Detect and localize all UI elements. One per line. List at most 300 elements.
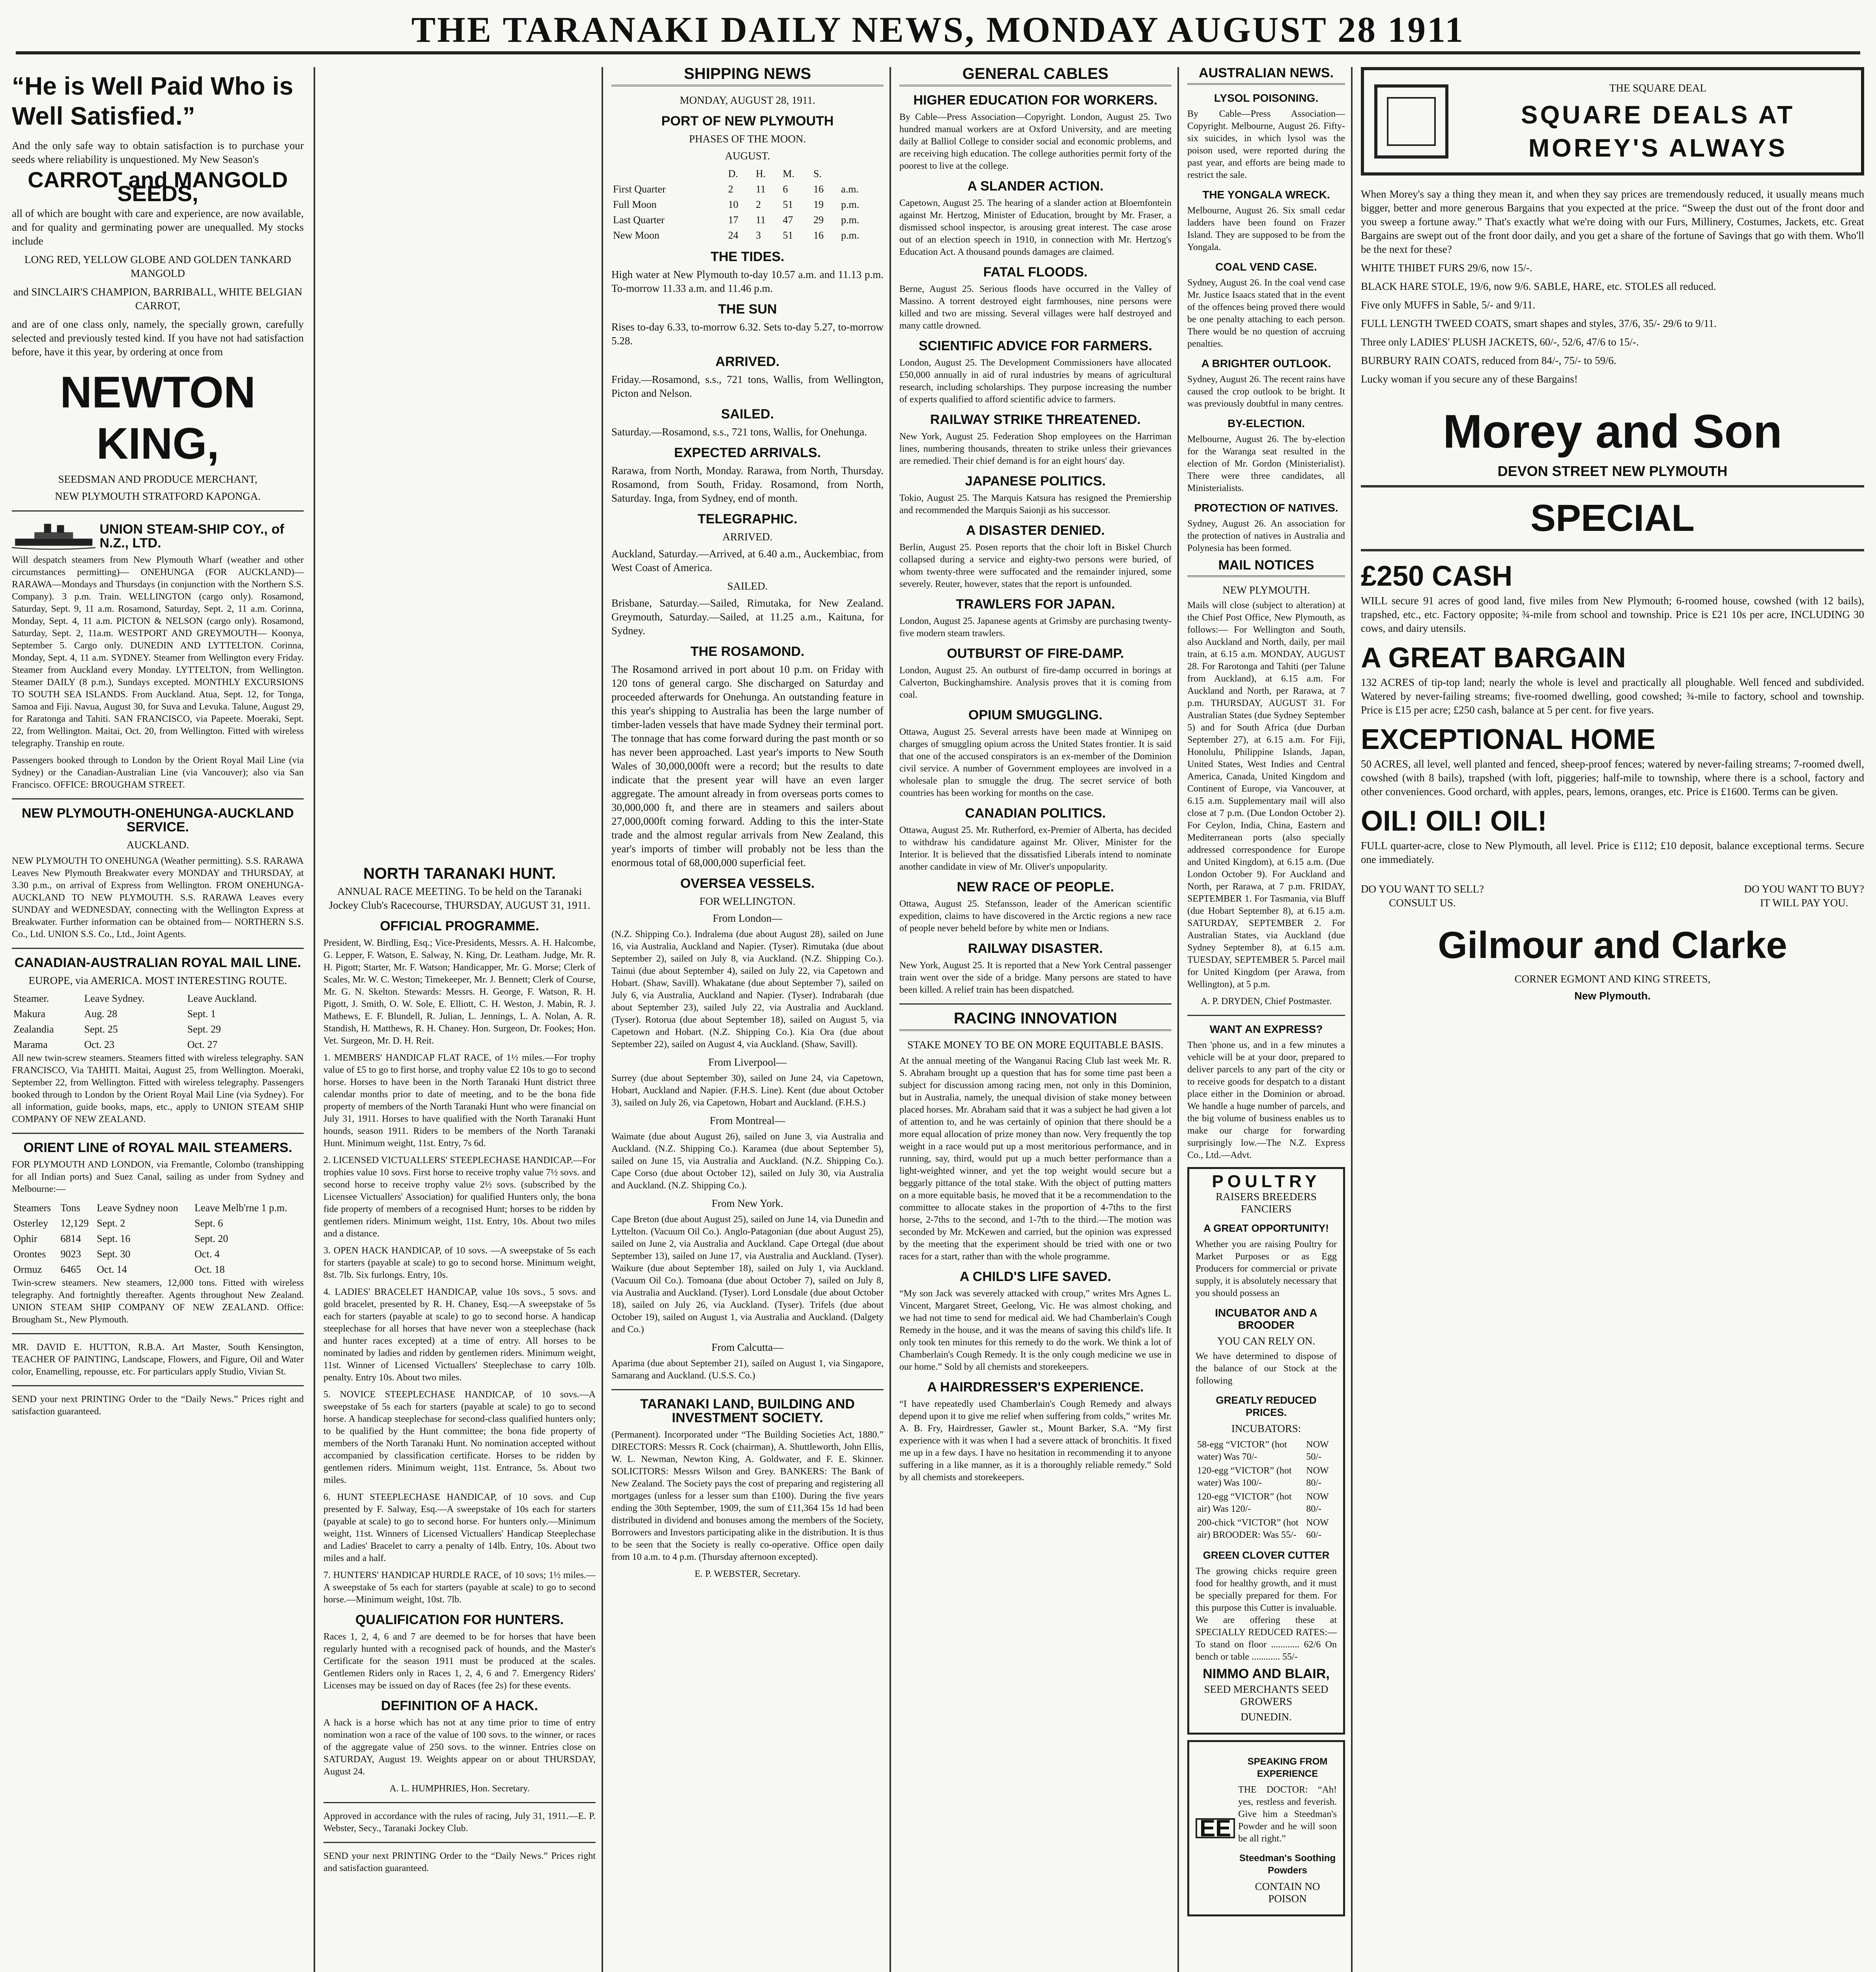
racing-body: At the annual meeting of the Wanganui Racing Club last week Mr. R. S. Abraham brought up a question that has for some time past been a subject for discussion among racing men, not only in this Dominion, but in Australia, namely, the unequal division of stake money between placed horses. Mr. Abraham said that it was a subject he had given a lot of attention to, and he was certainly of opinion that there should be a more equal allocation of prize money than now. Very frequently the top weight in a race would put up a most meritorious performance, and in running, say, third, would put up a much better performance than a light-weighted winner, and yet the top weight would secure but a beggarly pittance of the total stake. With the object of putting matters on a more equitable basis, he moved that it be a recommendation to the committee to allocate stakes in the proportion of 4-7ths to the first horse, 2-7ths to the second, and 1-7th to the third.—The motion was seconded by Mr. McKewen and carried, but the opinion was expressed by the meeting that the experiment should be tried with one or two races for a start, rather than with the whole programme.	[899, 1056, 1172, 1262]
arrived-body: Friday.—Rosamond, s.s., 721 tons, Wallis, from Wellington, Picton and Nelson.	[611, 373, 884, 399]
table-cell: Ormuz	[13, 1264, 42, 1275]
hunt-event: 4. LADIES' BRACELET HANDICAP, value 10s sovs., 5 sovs. and gold bracelet, presented by R. H. Chaney, Esq.—A sweepstake of 5s each for starters (payable at scale) to go to second horse. A handicap steeplechase for all horses that have never won a steeplechase (hack and hunter races excepted) at a time of entry. All horses to be nominated by ladies and ridden by gentlemen riders. Minimum weight, 11st. Winner of Licensed Victuallers' Steeplechase to carry 10lb. penalty. Entry 10s. About two miles.	[323, 1287, 596, 1383]
table-cell: NOW 60/-	[1306, 1518, 1329, 1540]
divider	[12, 1133, 304, 1134]
divider	[12, 1333, 304, 1334]
seed-varieties: LONG RED, YELLOW GLOBE AND GOLDEN TANKARD MANGOLD	[24, 254, 291, 279]
table-cell: Oct. 4	[194, 1248, 220, 1260]
table-cell: First Quarter	[613, 183, 666, 195]
table-cell: NOW 80/-	[1306, 1466, 1329, 1488]
vessel-list: Aparima (due about September 21), sailed on August 1, via Singapore, Samarang and Auckland. (U.S.S. Co.)	[611, 1358, 884, 1381]
table-row	[611, 228, 884, 243]
column-rule	[1351, 67, 1353, 1972]
firm-subtitle: SEED MERCHANTS SEED GROWERS	[1204, 1683, 1329, 1707]
table-cell: 16	[813, 183, 824, 195]
for-wellington: FOR WELLINGTON.	[699, 895, 796, 907]
child-title: A CHILD'S LIFE SAVED.	[960, 1269, 1111, 1284]
story-body: Tokio, August 25. The Marquis Katsura has resigned the Premiership and recommended the Marquis Saionji as his successor.	[899, 493, 1172, 515]
cable-story	[899, 339, 1172, 406]
sailed-body: Saturday.—Rosamond, s.s., 721 tons, Wallis, for Onehunga.	[611, 426, 867, 438]
table-cell: Aug. 28	[84, 1008, 118, 1020]
from-port: From Liverpool—	[708, 1056, 787, 1068]
seeds-close: and are of one class only, namely, the specially grown, carefully selected and previously tested kind. If you have not had satisfaction before, have it this year, by ordering at once from	[12, 318, 304, 358]
divider	[1361, 485, 1864, 487]
canadian-line-title: CANADIAN-AUSTRALIAN ROYAL MAIL LINE.	[14, 955, 301, 970]
tides-title: THE TIDES.	[710, 249, 785, 264]
divider	[323, 1842, 596, 1843]
divider	[323, 1802, 596, 1803]
table-row	[611, 212, 884, 228]
shipping-title: SHIPPING NEWS	[611, 67, 884, 86]
steedman-text	[1238, 1748, 1337, 1908]
racing-subtitle: STAKE MONEY TO BE ON MORE EQUITABLE BASIS.	[907, 1039, 1164, 1051]
prices-title: GREATLY REDUCED PRICES.	[1216, 1394, 1317, 1418]
child-body: “My son Jack was severely attacked with croup,” writes Mrs Agnes L. Vincent, Margaret Street, Geelong, Vic. He was almost choking, and we had not time to send for medical aid. We had Chamberlain's Cough Remedy in the house, and it was the means of saving this child's life. It only took ten minutes for this remedy to do the work. We think a lot of Chamberlain's Cough Remedy. It is the only cough medicine we use in our home.” Sold by all chemists and storekeepers.	[899, 1289, 1172, 1372]
table-cell: 6	[783, 183, 788, 195]
steamship-icon	[12, 519, 95, 554]
australian-title: AUSTRALIAN NEWS.	[1187, 67, 1345, 85]
hairdresser-body: “I have repeatedly used Chamberlain's Cough Remedy and always depend upon it to give me relief when suffering from colds,” writes Mr. A. B. Fry, Hairdresser, Gawler st., Mount Barker, S.A. “My first experience with it was when I had a severe attack of bronchitis. It fixed me up in a few days. I have no hesitation in recommending it to anyone suffering in a like manner, as it is a thoroughly reliable remedy.” Sold by all chemists and storekeepers.	[899, 1399, 1172, 1483]
orient-sailings-table	[12, 1200, 304, 1277]
mail-title: MAIL NOTICES	[1187, 559, 1345, 577]
agent-name: Gilmour and Clarke	[1438, 924, 1787, 966]
mail-body: Mails will close (subject to alteration) at the Chief Post Office, New Plymouth, as follows:— For Wellington and South, also Auckland and North, daily, per mail train, at 6.15 a.m. MONDAY, AUGUST 28. For Rarotonga and Tahiti (per Talune from Auckland), at 6.15 a.m. For Auckland and North, per Rarawa, at 7 p.m. THURSDAY, AUGUST 31. For Australian States (due Sydney September 5) and for South Africa (due Durban September 27), at 6.15 a.m. For Fiji, Honolulu, Philippine Islands, Japan, United States, West Indies and Central America, Canada, United Kingdom and Continent of Europe, via Vancouver, at 6.15 a.m. Supplementary mail will also close at 7 p.m. (Due London October 2). For Ceylon, India, China, Eastern and Mediterranean ports (also specially addressed correspondence for Europe and United Kingdom), at 6.15 a.m. (Due London October 9). For Auckland and North, per Rarawa, at 7 p.m. FRIDAY, SEPTEMBER 1. For Tasmania, via Bluff (due Hobart September 8), at 6.15 a.m. SATURDAY, SEPTEMBER 2. For Australian States, via Auckland (due Sydney September 8), at 6.15 a.m. TUESDAY, SEPTEMBER 5. Parcel mail for United Kingdom (per Arawa, from Wellington), at 5 p.m.	[1187, 600, 1345, 990]
table-cell: 29	[813, 214, 824, 226]
story-heading: A DISASTER DENIED.	[966, 523, 1105, 538]
cutter-body: The growing chicks require green food for healthy growth, and it must be specially prepared for them. For this purpose this Cutter is invaluable. We are offering these at SPECIALLY REDUCED RATES:— To stand on floor ............ 62/6 On bench or table ............ 55/-	[1196, 1566, 1337, 1662]
poultry-body: Whether you are raising Poultry for Market Purposes or as Egg Producers for commercial or private supply, it is absolutely necessary that you should possess an	[1196, 1239, 1337, 1298]
hack-definition-title: DEFINITION OF A HACK.	[381, 1698, 538, 1713]
oversea-title: OVERSEA VESSELS.	[680, 876, 815, 891]
divider	[12, 510, 304, 512]
divider	[899, 1003, 1172, 1005]
hunt-meeting: ANNUAL RACE MEETING. To be held on the Taranaki Jockey Club's Racecourse, THURSDAY, AUGUST 31, 1911.	[329, 885, 590, 911]
story-heading: SCIENTIFIC ADVICE FOR FARMERS.	[919, 338, 1152, 353]
table-row	[12, 991, 304, 1006]
table-cell: Oct. 14	[97, 1264, 127, 1275]
tele-sailed-body: Brisbane, Saturday.—Sailed, Rimutaka, for New Zealand. Greymouth, Saturday.—Sailed, at 11.25 a.m., Kaituna, for Sydney.	[611, 597, 884, 637]
table-cell: 51	[783, 199, 793, 210]
cable-story	[899, 647, 1172, 701]
divider	[611, 1389, 884, 1390]
printing-advert: SEND your next PRINTING Order to the “Daily News.” Prices right and satisfaction guaranteed.	[323, 1851, 596, 1873]
news-story	[1187, 417, 1345, 495]
moon-phases-table	[611, 166, 884, 243]
mail-signature: A. P. DRYDEN, Chief Postmaster.	[1200, 996, 1332, 1007]
np-service-sub: AUCKLAND.	[126, 839, 189, 851]
column-shipping-news	[611, 67, 884, 1972]
table-cell	[839, 166, 884, 181]
cable-story	[899, 708, 1172, 799]
story-heading: RAILWAY STRIKE THREATENED.	[930, 412, 1141, 427]
table-cell: Zealandia	[13, 1023, 54, 1035]
canadian-sailings-table	[12, 991, 304, 1052]
cable-story	[899, 880, 1172, 935]
steedman-advert	[1187, 1740, 1345, 1916]
table-cell: 24	[728, 230, 738, 241]
deal-text	[1463, 78, 1853, 164]
table-cell: 2	[728, 183, 733, 195]
hunt-event: 1. MEMBERS' HANDICAP FLAT RACE, of 1½ miles.—For trophy value of £5 to go to first horse, and trophy value £2 10s to go to second horse. Horses to have been in the North Taranaki Hunt district three calendar months prior to date of meeting, and to be the bona fide property of members of the North Taranaki Hunt who were financial on July 31, 1911. Horses to have qualified with the North Taranaki Hunt hounds, season 1911. Riders to be members of the North Taranaki Hunt. Minimum weight, 11st. Entry, 7s 6d.	[323, 1053, 596, 1148]
tele-arrived-body: Auckland, Saturday.—Arrived, at 6.40 a.m., Auckembiac, from West Coast of America.	[611, 548, 884, 573]
news-story	[1187, 189, 1345, 254]
divider	[12, 948, 304, 949]
usco-office: Passengers booked through to London by the Orient Royal Mail Line (via Sydney) or the Canadian-Australian Line (via Vancouver); also via San Francisco. OFFICE: BROUGHAM STREET.	[12, 755, 304, 790]
seeds-headline: “He is Well Paid Who is Well Satisfied.”	[12, 72, 293, 130]
seeds-intro: And the only safe way to obtain satisfaction is to purchase your seeds where reliability is unquestioned. My New Season's	[12, 140, 304, 165]
table-cell: p.m.	[841, 199, 860, 210]
table-cell: 16	[813, 230, 824, 241]
table-cell: Marama	[13, 1039, 48, 1050]
incubator-heading: INCUBATOR AND A BROODER	[1215, 1307, 1317, 1331]
story-body: Capetown, August 25. The hearing of a slander action at Bloemfontein against Mr. Hertzog, Minister of Education, brought by Mr. Fraser, a dismissed school inspector, is arousing great interest. The case arose out of an election speech in 1910, in connection with Mr. Hertzog's Education Act. A thousand pounds damages are claimed.	[899, 198, 1172, 257]
steedman-brand: Steedman's Soothing Powders	[1239, 1853, 1336, 1876]
story-body: New York, August 25. Federation Shop employees on the Harriman lines, numbering thousands, threaten to strike unless their grievances are remedied. Their chief demand is for an eight hours' day.	[899, 431, 1172, 466]
morey-address: DEVON STREET NEW PLYMOUTH	[1497, 463, 1728, 479]
cable-story	[899, 598, 1172, 640]
story-heading: THE YONGALA WRECK.	[1202, 189, 1330, 201]
square-deal-icon	[1372, 82, 1451, 161]
table-row	[12, 1246, 304, 1262]
morey-lucky: Lucky woman if you secure any of these Bargains!	[1361, 373, 1578, 385]
column-advertisements	[12, 67, 304, 1972]
canadian-line-sub: EUROPE, via AMERICA. MOST INTERESTING ROUTE.	[28, 975, 287, 986]
hunt-approval: Approved in accordance with the rules of racing, July 31, 1911.—E. P. Webster, Secy., Taranaki Jockey Club.	[323, 1811, 596, 1834]
story-body: Ottawa, August 25. Mr. Rutherford, ex-Premier of Alberta, has decided to withdraw his candidature against Mr. Oliver, Minister for the Interior. It is believed that the dissatisfied Liberals intend to nominate another candidate in view of Mr. Oliver's unpopularity.	[899, 825, 1172, 872]
poultry-opportunity: A GREAT OPPORTUNITY!	[1203, 1222, 1329, 1234]
port-heading: PORT OF NEW PLYMOUTH	[661, 114, 834, 129]
agent-address: CORNER EGMONT AND KING STREETS,	[1514, 973, 1711, 985]
hutton-advert: MR. DAVID E. HUTTON, R.B.A. Art Master, South Kensington, TEACHER OF PAINTING, Landscape, Flowers, and Figure, Oil and Water color, Enamelling, repousse, etc. For particulars apply Studio, Vivian St.	[12, 1342, 304, 1377]
poultry-title: POULTRY	[1212, 1172, 1321, 1191]
morey-item: Three only LADIES' PLUSH JACKETS, 60/-, 52/6, 47/6 to 15/-.	[1361, 336, 1639, 348]
table-cell: 200-chick “VICTOR” (hot air) BROODER: Was 55/-	[1197, 1518, 1299, 1540]
table-cell: Ophir	[13, 1233, 37, 1244]
cable-story	[899, 942, 1172, 996]
deal-tag: THE SQUARE DEAL	[1609, 82, 1706, 94]
story-heading: HIGHER EDUCATION FOR WORKERS.	[913, 93, 1158, 108]
story-body: Sydney, August 26. The recent rains have caused the crop outlook to be bright. It was previously doubtful in many centres.	[1187, 374, 1345, 409]
hunt-signature: A. L. HUMPHRIES, Hon. Secretary.	[389, 1783, 530, 1794]
hunt-officials: President, W. Birdling, Esq.; Vice-Presidents, Messrs. A. H. Halcombe, G. Lepper, F. Watson, E. Salway, N. King, Dr. Leatham. Judge, Mr. R. H. Pigott; Starter, Mr. F. Watson; Handicapper, Mr. G. Morse; Clerk of Scales, Mr. W. C. Weston; Timekeeper, Mr. J. Bennett; Clerk of Course, Mr. G. N. Skelton. Stewards: Messrs. H. George, F. Watson, R. H. Pigott, J. Smith, O. W. Sole, E. Elliott, C. H. Weston, J. Mabin, R. J. Mathews, E. F. Blundell, R. Julian, L. Jennings, L. A. Nolan, A. R. Standish, H. Matthews, R. H. Chaney. Hon. Surgeon, Dr. Fookes; Hon. Vet. Surgeon, Mr. D. H. Reit.	[323, 938, 596, 1046]
hunt-event: 2. LICENSED VICTUALLERS' STEEPLECHASE HANDICAP.—For trophies value 10 sovs. First horse to receive trophy value 7½ sovs. and second horse to receive trophy value 2½ sovs. (subscribed by the Licensee Victuallers' Association) for qualified Hunters only, the bona fide property of members of a recognised Hunt; horses to be ridden by gentlemen riders. Minimum weight, 11st. Entry, 10s. About two miles and a distance.	[323, 1155, 596, 1239]
from-port: From Calcutta—	[711, 1341, 784, 1353]
price-table	[1196, 1438, 1337, 1542]
orient-line-close: Twin-screw steamers. New steamers, 12,000 tons. Fitted with wireless telegraphy. And fortnightly thereafter. Agents throughout New Zealand. UNION STEAM SHIP COMPANY OF NEW ZEALAND. Office: Brougham St., New Plymouth.	[12, 1278, 304, 1325]
table-cell: NOW 80/-	[1306, 1492, 1329, 1514]
story-body: Melbourne, August 26. The by-election for the Waranga seat resulted in the election of Mr. Gordon (Ministerialist). There were three candidates, all Ministerialists.	[1187, 434, 1345, 493]
table-cell: NOW 50/-	[1306, 1440, 1329, 1462]
divider	[12, 798, 304, 799]
oil-body: FULL quarter-acre, close to New Plymouth, all level. Price is £112; £10 deposit, balance exceptional terms. Secure one immediately.	[1361, 840, 1864, 865]
table-row	[12, 1006, 304, 1021]
divider	[1361, 549, 1864, 551]
table-cell: Sept. 1	[187, 1008, 216, 1020]
story-heading: LYSOL POISONING.	[1214, 92, 1319, 104]
np-service-title: NEW PLYMOUTH-ONEHUNGA-AUCKLAND SERVICE.	[21, 806, 294, 835]
cables-title: GENERAL CABLES	[899, 67, 1172, 86]
from-port: From Montreal—	[710, 1115, 785, 1126]
table-cell: p.m.	[841, 230, 860, 241]
story-heading: BY-ELECTION.	[1227, 417, 1305, 430]
story-body: Melbourne, August 26. Six small cedar ladders have been found on Frazer Island. They are supposed to be from the Yongala.	[1187, 205, 1345, 252]
story-heading: TRAWLERS FOR JAPAN.	[956, 597, 1115, 612]
table-cell: Oct. 23	[84, 1039, 115, 1050]
qualification-body: Races 1, 2, 4, 6 and 7 are deemed to be for horses that have been regularly hunted with a recognised pack of hounds, and the Master's Certificate for the season 1911 must be produced at the scales. Gentlemen Riders only in Races 1, 2, 4, 6 and 7. Emergency Riders' Licenses may be issued on day of Races (fee 2s) for these events.	[323, 1632, 596, 1691]
np-service-body: NEW PLYMOUTH TO ONEHUNGA (Weather permitting). S.S. RARAWA Leaves New Plymouth Breakwater every MONDAY and THURSDAY, at 3.30 p.m., on arrival of Express from Wellington. FROM ONEHUNGA-AUCKLAND TO NEW PLYMOUTH. S.S. RARAWA Leaves every SUNDAY and WEDNESDAY, connecting with the Wellington Express at Breakwater. Further information can be obtained from— NORTHERN S.S. Co., Ltd. UNION S.S. Co., Ltd., Joint Agents.	[12, 856, 304, 939]
table-cell: 3	[755, 230, 761, 241]
express-title: WANT AN EXPRESS?	[1209, 1023, 1323, 1035]
column-australian-news	[1187, 67, 1345, 1972]
table-cell: Leave Sydney noon	[97, 1202, 178, 1214]
story-body: Ottawa, August 25. Stefansson, leader of the American scientific expedition, claims to have discovered in the Arctic regions a new race of people never beheld before by white men or Indians.	[899, 899, 1172, 934]
shipping-date: MONDAY, AUGUST 28, 1911.	[680, 94, 815, 106]
vessel-list: Cape Breton (due about August 25), sailed on June 14, via Dunedin and Lyttelton. (Vacuum Oil Co.). Anglo-Patagonian (due about August 25), sailed on June 2, via Australia and Auckland. Cape Ortegal (due about September 13), sailed on June 17, via Australia and Auckland. (Tyser). Waikure (due about September 18), sailed on July 1, via Auckland. (Vacuum Oil Co.). Tomoana (due about October 7), sailed on July 8, via Australia and Auckland. (Tyser). Lord Lonsdale (due about October 18), sailed on July 26, via Auckland. (Tyser). Trifels (due about October 19), sailed on August 1, via Australia and Auckland. (Dalgety and Co.)	[611, 1214, 884, 1335]
table-cell: Orontes	[13, 1248, 46, 1260]
table-cell: 47	[783, 214, 793, 226]
table-row	[611, 181, 884, 197]
table-cell: Leave Auckland.	[187, 993, 257, 1004]
agent-taglines	[1361, 882, 1864, 910]
story-body: London, August 25. Japanese agents at Grimsby are purchasing twenty-five modern steam trawlers.	[899, 616, 1172, 639]
canadian-line-body: All new twin-screw steamers. Steamers fitted with wireless telegraphy. SAN FRANCISCO, Via TAHITI. Maitai, August 25, from Wellington. Moeraki, September 22, from Wellington. Fitted with wireless telegraphy. Passengers booked through to London by the Orient Royal Mail Line (via Sydney). For all information, guide books, maps, etc., apply to UNION STEAM SHIP COMPANY OF NEW ZEALAND.	[12, 1053, 304, 1124]
steedman-body: THE DOCTOR: “Ah! yes, restless and feverish. Give him a Steedman's Powder and he will soon be all right.”	[1238, 1785, 1337, 1844]
table-cell: 10	[728, 199, 738, 210]
firm-name: NIMMO AND BLAIR,	[1203, 1666, 1330, 1681]
morey-item: WHITE THIBET FURS 29/6, now 15/-.	[1361, 262, 1532, 274]
table-cell: Sept. 29	[187, 1023, 221, 1035]
steedman-no-poison: CONTAIN NO POISON	[1255, 1880, 1320, 1905]
story-heading: CANADIAN POLITICS.	[965, 806, 1106, 821]
table-cell: Sept. 20	[194, 1233, 228, 1244]
news-story	[1187, 502, 1345, 555]
merchant-towns: NEW PLYMOUTH STRATFORD KAPONGA.	[55, 490, 261, 502]
column-rule	[1177, 67, 1179, 1972]
printing-advert: SEND your next PRINTING Order to the “Daily News.” Prices right and satisfaction guaranteed.	[12, 1394, 304, 1417]
morey-item: BURBURY RAIN COATS, reduced from 84/-, 75/- to 59/6.	[1361, 355, 1616, 366]
home-heading: EXCEPTIONAL HOME	[1361, 724, 1656, 755]
cable-story	[899, 93, 1172, 172]
merchant-name: NEWTON KING,	[60, 368, 256, 468]
seeds-title: CARROT and MANGOLD SEEDS,	[28, 167, 288, 206]
news-story	[1187, 357, 1345, 410]
table-row	[12, 1216, 304, 1231]
table-cell: Sept. 25	[84, 1023, 118, 1035]
special-heading: SPECIAL	[1530, 497, 1695, 539]
column-rule	[602, 67, 603, 1972]
table-cell: p.m.	[841, 214, 860, 226]
column-rule	[889, 67, 891, 1972]
cable-story	[899, 474, 1172, 517]
deal-title: SQUARE DEALS AT MOREY'S ALWAYS	[1521, 101, 1795, 162]
firm-town: DUNEDIN.	[1241, 1711, 1292, 1723]
moon-title: PHASES OF THE MOON.	[689, 133, 806, 145]
story-heading: FATAL FLOODS.	[983, 265, 1088, 280]
oil-heading: OIL! OIL! OIL!	[1361, 805, 1547, 837]
from-port: From London—	[712, 912, 783, 924]
story-heading: NEW RACE OF PEOPLE.	[957, 880, 1114, 894]
story-heading: OUTBURST OF FIRE-DAMP.	[947, 646, 1124, 661]
arrived-title: ARRIVED.	[715, 354, 780, 369]
steedman-heading: SPEAKING FROM EXPERIENCE	[1247, 1756, 1328, 1779]
tele-sailed-title: SAILED.	[727, 580, 768, 592]
mail-subtitle: NEW PLYMOUTH.	[1222, 584, 1310, 596]
table-cell: Osterley	[13, 1218, 49, 1229]
usco-body: Will despatch steamers from New Plymouth Wharf (weather and other circumstances permitting)— ONEHUNGA (FOR AUCKLAND)— RARAWA—Mondays and Thursdays (in conjunction with the Northern S.S. Company). 3 p.m. Train. WELLINGTON (cargo only). Rosamond, Saturday, Sept. 9, 11 a.m. Rosamond, Saturday, Sept. 2, 11 a.m. Corinna, Monday, Sept. 4, 11 a.m. PICTON & NELSON (cargo only). Rosamond, Saturday, Sept. 2, 11a.m. WESTPORT AND GREYMOUTH— Koonya, September 5. Cargo only. DUNEDIN AND LYTTELTON. Corinna, Monday, Sept. 4, 11 a.m. SYDNEY. Steamer from Wellington every Friday. Steamer from Auckland every Monday. LYTTELTON, from Wellington. Steamer DAILY (8 p.m.), Sundays excepted. MONTHLY EXCURSIONS TO SOUTH SEA ISLANDS. From Auckland. Atua, Sept. 12, for Tonga, Samoa and Fiji. Navua, August 30, for Suva and Levuka. Talune, August 29, for Raratonga and Tahiti. SAN FRANCISCO, via Papeete. Moeraki, Sept. 22, from Wellington. Maitai, Oct. 20, from Wellington. Fitted with wireless telegraphy. Tranship en route.	[12, 555, 304, 749]
table-cell: D.	[728, 168, 738, 179]
expected-body: Rarawa, from North, Monday. Rarawa, from North, Thursday. Rosamond, from South, Friday. Rosamond, from North, Saturday. Inga, from Sydney, end of month.	[611, 465, 884, 504]
table-cell: 12,129	[60, 1218, 89, 1229]
table-row	[12, 1200, 304, 1216]
ee-logo: EE	[1196, 1818, 1235, 1838]
cable-story	[899, 524, 1172, 590]
moon-month: AUGUST.	[725, 150, 770, 162]
table-cell: Oct. 27	[187, 1039, 218, 1050]
morey-intro: When Morey's say a thing they mean it, and when they say prices are tremendously reduced, it usually means much bigger, better and more generous Bargains that you expected at the price. “Sweep the dust out of the front door and you sweep a fortune away.” That's exactly what we're doing with our Furs, Millinery, Costumes, Jackets, etc. Great Bargains are swept out of the front door daily, and you get a share of the fortune of Savings that go with them. Who'll be the next for these?	[1361, 188, 1864, 255]
table-row	[1196, 1516, 1337, 1542]
story-body: Berlin, August 25. Posen reports that the choir loft in Biskel Church collapsed during a service and eighty-two persons were buried, of whom twenty-three were suffocated and the remainder injured, some severely. Reuter, however, states that the report is unfounded.	[899, 542, 1172, 589]
seeds-body: all of which are bought with care and experience, are now available, and for quality and germinating power are unequalled. My stocks include	[12, 207, 304, 247]
bargain-body: 132 ACRES of tip-top land; nearly the whole is level and practically all ploughable. Well fenced and subdivided. Watered by never-failing streams; five-roomed dwelling, good cowshed; ¾-mile to factory, school and township. Price is £15 per acre; £250 cash, balance at 5 per cent. for five years.	[1361, 676, 1864, 716]
column-rule	[314, 67, 315, 1972]
usco-title: UNION STEAM-SHIP COY., of N.Z., LTD.	[99, 522, 284, 551]
agent-town: New Plymouth.	[1574, 990, 1651, 1002]
sell-question: DO YOU WANT TO SELL?	[1361, 883, 1484, 895]
tele-arrived-title: ARRIVED.	[722, 531, 773, 543]
morey-item: BLACK HARE STOLE, 19/6, now 9/6. SABLE, HARE, etc. STOLES all reduced.	[1361, 280, 1716, 292]
pay-line: IT WILL PAY YOU.	[1760, 897, 1848, 909]
hunt-event: 7. HUNTERS' HANDICAP HURDLE RACE, of 10 sovs; 1½ miles.—A sweepstake of 5s each for starters (payable at scale) to go to second horse.—Minimum weight, 10st. 7lb.	[323, 1570, 596, 1605]
table-cell: 17	[728, 214, 738, 226]
story-body: Ottawa, August 25. Several arrests have been made at Winnipeg on charges of smuggling opium across the United States frontier. It is said that one of the accused conspirators is an ex-member of the Dominion civil service. A number of Government employees are involved in a wholesale plan to smuggle the drug. The secret service of both countries has been working for months on the case.	[899, 727, 1172, 798]
vessel-list: Waimate (due about August 26), sailed on June 3, via Australia and Auckland. (N.Z. Shipping Co.). Karamea (due about September 5), sailed on June 15, via Australia and Auckland. (N.Z. Shipping Co.). Cape Corso (due about October 12), sailed on July 30, via Australia and Auckland. (N.Z. Shipping Co.).	[611, 1132, 884, 1191]
table-cell: Sept. 30	[97, 1248, 131, 1260]
cable-story	[899, 807, 1172, 873]
cash-body: WILL secure 91 acres of good land, five miles from New Plymouth; 6-roomed house, cowshed (with 12 bails), trapshed, etc., etc. Factory opposite; ¾-mile from school and township. Price is £21 10s per acre, INCLUDING 30 cows, and dairy utensils.	[1361, 595, 1864, 634]
sailed-title: SAILED.	[721, 407, 774, 422]
table-cell: Makura	[13, 1008, 45, 1020]
hunt-event: 5. NOVICE STEEPLECHASE HANDICAP, of 10 sovs.—A sweepstake of 5s each for starters (payable at scale) to go to second horse. A handicap steeplechase for second-class qualified hunters only; to be qualified by the Hunt committee; the bona fide property of members of the North Taranaki Hunt. No nomination accepted without accompanied by classification certificate. Horses to be ridden by gentlemen riders. Minimum weight, 11st. Entrance, 5s. About two miles.	[323, 1389, 596, 1485]
divider	[1187, 1015, 1345, 1016]
poultry-advert	[1187, 1167, 1345, 1735]
table-cell: Sept. 6	[194, 1218, 223, 1229]
incubators-label: INCUBATORS:	[1231, 1423, 1301, 1434]
hunt-event: 6. HUNT STEEPLECHASE HANDICAP, of 10 sovs. and Cup presented by F. Salway, Esq.—A sweepstake of 10s each for starters (payable at scale) to go to second horse. For hunters only.—Minimum weight, 11st. Winners of Licensed Victuallers' Handicap Steeplechase and Ladies' Bracelet to carry a penalty of 14lb. Entry, 10s. About two miles and a half.	[323, 1492, 596, 1563]
table-cell	[611, 166, 727, 181]
table-row	[1196, 1464, 1337, 1490]
morey-store-name: Morey and Son	[1443, 405, 1783, 458]
table-cell: Oct. 18	[194, 1264, 225, 1275]
telegraphic-title: TELEGRAPHIC.	[697, 512, 798, 527]
sun-body: Rises to-day 6.33, to-morrow 6.32. Sets to-day 5.27, to-morrow 5.28.	[611, 321, 884, 347]
orient-line-body: FOR PLYMOUTH AND LONDON, via Fremantle, Colombo (transhipping for all Indian ports) and Suez Canal, sailing as under from Sydney and Melbourne:—	[12, 1160, 304, 1194]
merchant-role: SEEDSMAN AND PRODUCE MERCHANT,	[58, 473, 258, 485]
usco-header	[12, 519, 304, 554]
table-row	[1196, 1438, 1337, 1464]
qualification-title: QUALIFICATION FOR HUNTERS.	[355, 1612, 564, 1627]
morey-item: FULL LENGTH TWEED COATS, smart shapes and styles, 37/6, 35/- 29/6 to 9/11.	[1361, 317, 1717, 329]
news-story	[1187, 261, 1345, 350]
story-body: By Cable—Press Association—Copyright. London, August 25. Two hundred manual workers are at Oxford University, and are meeting daily at Balliol College to consider social and economic problems, and are receiving high education. The college authorities permit forty of the poorest to live at the college.	[899, 112, 1172, 171]
table-cell: 58-egg “VICTOR” (hot water) Was 70/-	[1197, 1440, 1287, 1462]
story-heading: COAL VEND CASE.	[1215, 261, 1317, 273]
hunt-title: NORTH TARANAKI HUNT.	[363, 865, 556, 882]
cash-heading: £250 CASH	[1361, 560, 1513, 592]
seed-varieties: and SINCLAIR'S CHAMPION, BARRIBALL, WHITE BELGIAN CARROT,	[13, 286, 303, 312]
building-society-title: TARANAKI LAND, BUILDING AND INVESTMENT SOCIETY.	[640, 1397, 855, 1425]
table-cell: Steamers	[13, 1202, 51, 1214]
cable-story	[899, 179, 1172, 258]
bargain-heading: A GREAT BARGAIN	[1361, 642, 1626, 674]
story-heading: OPIUM SMUGGLING.	[968, 708, 1102, 723]
hunt-event: 3. OPEN HACK HANDICAP, of 10 sovs. —A sweepstake of 5s each for starters (payable at scale) to go to second horse. Minimum weight, 8st. 7lb. Six furlongs. Entry, 10s.	[323, 1246, 596, 1280]
table-cell: 6465	[60, 1264, 81, 1275]
sell-tagline	[1361, 882, 1484, 910]
sun-title: THE SUN	[718, 302, 777, 317]
table-cell: Last Quarter	[613, 214, 665, 226]
story-heading: A BRIGHTER OUTLOOK.	[1201, 357, 1331, 370]
buy-question: DO YOU WANT TO BUY?	[1744, 883, 1864, 895]
table-cell: S.	[813, 168, 822, 179]
hunt-programme: OFFICIAL PROGRAMME.	[380, 919, 539, 934]
table-cell: 120-egg “VICTOR” (hot air) Was 120/-	[1197, 1492, 1292, 1514]
story-body: Sydney, August 26. In the coal vend case Mr. Justice Isaacs stated that in the event of the offences being proved there would be one penalty attaching to each person. There would be no question of accruing penalties.	[1187, 278, 1345, 349]
news-story	[1187, 92, 1345, 181]
cable-story	[899, 413, 1172, 467]
poultry-subtitle: RAISERS BREEDERS FANCIERS	[1216, 1191, 1317, 1215]
table-row	[12, 1231, 304, 1246]
building-society-signature: E. P. WEBSTER, Secretary.	[695, 1569, 800, 1579]
table-row	[611, 197, 884, 212]
tides-body: High water at New Plymouth to-day 10.57 a.m. and 11.13 p.m. To-morrow 11.33 a.m. and 11.46 p.m.	[611, 269, 884, 294]
table-row	[12, 1262, 304, 1277]
table-cell: M.	[783, 168, 795, 179]
square-deal-box	[1361, 67, 1864, 176]
express-body: Then 'phone us, and in a few minutes a vehicle will be at your door, prepared to deliver parcels to any part of the city or to receive goods for despatch to a distant place either in the Dominion or abroad. We handle a huge number of parcels, and the big volume of business enables us to make our charge for forwarding surprisingly low.—The N.Z. Express Co., Ltd.—Advt.	[1187, 1040, 1345, 1160]
table-cell: Tons	[60, 1202, 80, 1214]
story-heading: RAILWAY DISASTER.	[968, 941, 1103, 956]
story-body: London, August 25. The Development Commissioners have allocated £50,000 annually in aid of rural industries by means of agricultural research, including scholarships. They purpose increasing the number of experts qualified to afford scientific advice to farmers.	[899, 358, 1172, 405]
morey-item: Five only MUFFS in Sable, 5/- and 9/11.	[1361, 299, 1536, 311]
rosamond-body: The Rosamond arrived in port about 10 p.m. on Friday with 120 tons of general cargo. She discharged on Saturday and proceeded afterwards for Onehunga. An outstanding feature in this year's shipping to Australia has been the large number of timber-laden vessels that have made Sydney their terminal port. The tonnage that has come forward during the past month or so has never been approached. Last year's imports to New South Wales of 30,000,000ft were a record; but the results to date indicate that the present year will have an even larger aggregate. The amount already in from overseas ports comes to 30,000,000 ft, and there are in steamers and sailers about 27,000,000ft coming forward. Adding to this the inter-State trade and the almost regular arrivals from New Zealand, this year's imports of timber will probably not be less than the enormous total of 68,000,000 superficial feet.	[611, 663, 884, 868]
table-row	[611, 166, 884, 181]
vessel-list: Surrey (due about September 30), sailed on June 24, via Capetown, Hobart, Auckland and Napier. (F.H.S. Line). Kent (due about October 3), sailed on July 26, via Capetown, Hobart and Auckland. (F.H.S.)	[611, 1073, 884, 1108]
table-cell: H.	[755, 168, 766, 179]
story-heading: PROTECTION OF NATIVES.	[1194, 502, 1338, 514]
story-heading: JAPANESE POLITICS.	[965, 474, 1106, 489]
table-cell: Sept. 2	[97, 1218, 125, 1229]
story-body: By Cable—Press Association—Copyright. Melbourne, August 26. Fifty-six suicides, in which lysol was the poison used, were reported during the past year, and efforts are being made to restrict the sale.	[1187, 109, 1345, 180]
story-body: Sydney, August 26. An association for the protection of natives in Australia and Polynesia has been formed.	[1187, 519, 1345, 553]
poultry-body-2: We have determined to dispose of the balance of our Stock at the following	[1196, 1351, 1337, 1386]
table-cell: 2	[755, 199, 761, 210]
table-cell: 6814	[60, 1233, 81, 1244]
column-morey-and-land	[1361, 67, 1864, 1972]
story-body: London, August 25. An outburst of fire-damp occurred in borings at Calverton, Buckinghamshire. Analysis proves that it is coming from coal.	[899, 665, 1172, 700]
story-heading: A SLANDER ACTION.	[967, 179, 1104, 194]
column-general-cables	[899, 67, 1172, 1972]
cutter-title: GREEN CLOVER CUTTER	[1203, 1549, 1330, 1561]
orient-line-title: ORIENT LINE of ROYAL MAIL STEAMERS.	[23, 1140, 292, 1155]
table-cell: 19	[813, 199, 824, 210]
rely-line: YOU CAN RELY ON.	[1217, 1335, 1315, 1347]
buy-tagline	[1744, 882, 1864, 910]
home-body: 50 ACRES, all level, well planted and fenced, sheep-proof fences; watered by never-failing streams; 7-roomed dwell, cowshed (with 8 bails), trapshed (with loft, piggeries; half-mile to township, where there is a school, factory and other conveniences. Good orchard, with apples, pears, lemons, oranges, etc. Price is £1600. Terms can be given.	[1361, 758, 1864, 797]
table-cell: Leave Sydney.	[84, 993, 145, 1004]
table-row	[12, 1021, 304, 1037]
table-cell: Steamer.	[13, 993, 49, 1004]
table-cell: 11	[755, 183, 766, 195]
